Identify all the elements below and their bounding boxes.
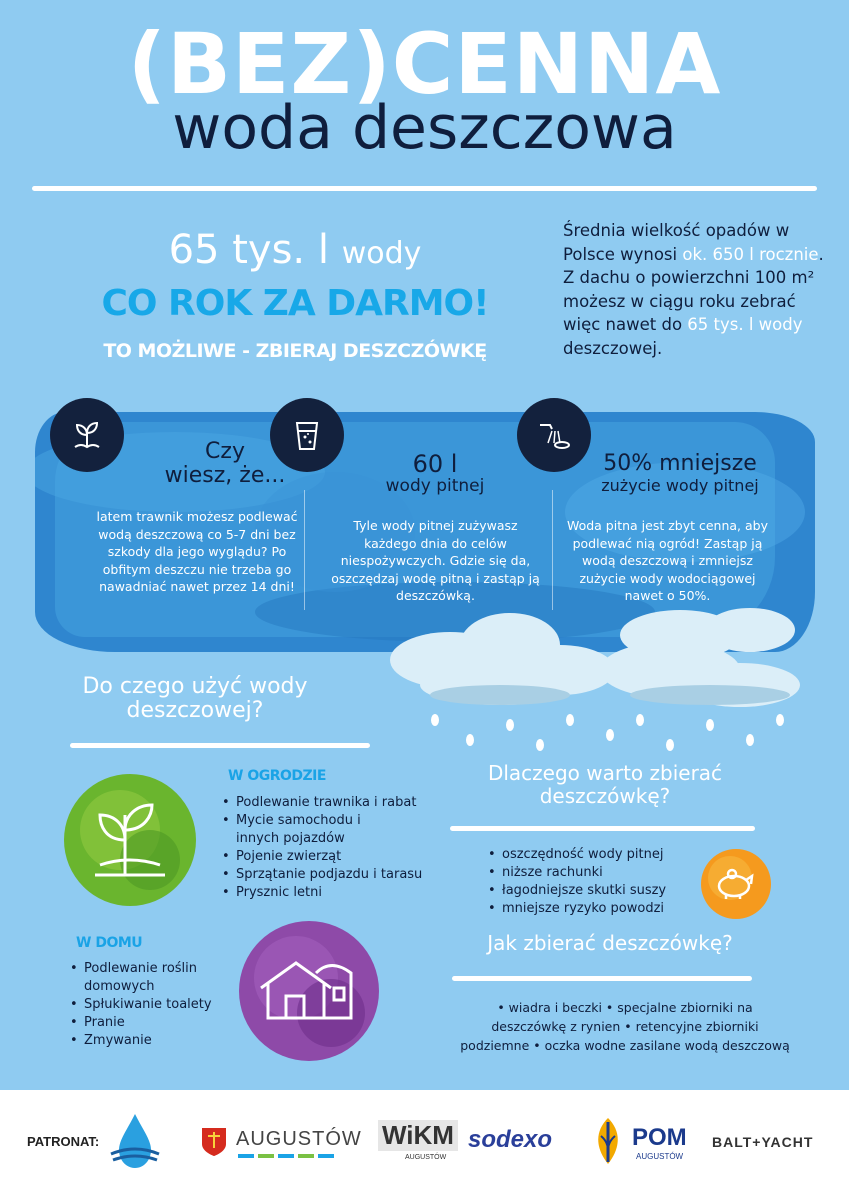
augustow-crest-icon (200, 1126, 228, 1158)
why-item: • mniejsze ryzyko powodzi (488, 900, 698, 918)
glass-icon (287, 415, 327, 455)
headline-small: wody (341, 236, 422, 271)
fact-divider-1 (304, 490, 305, 610)
home-circle (236, 918, 382, 1064)
home-item: • Spłukiwanie toalety (70, 996, 230, 1014)
garden-item: • Mycie samochodu i innych pojazdów (222, 812, 372, 848)
augustow-logo: AUGUSTÓW (236, 1128, 362, 1150)
stat-p3: deszczowej. (563, 338, 663, 358)
stat-highlight-2: 65 tys. l wody (687, 315, 803, 334)
plant-icon (67, 415, 107, 455)
fact-1-title1: Czy (205, 439, 245, 464)
title-main: (BEZ)CENNA (127, 15, 722, 113)
fact-2-text: Tyle wody pitnej zużywasz każdego dnia do celów niespożywczych. Gdzie się da, oszczędzaj wodę pitną i zastąp ją deszczówką. (331, 518, 540, 603)
fact-3-text: Woda pitna jest zbyt cenna, aby podlewać nią ogród! Zastąp ją wodą deszczową i zmniejsz zużycie wody wodociągowej nawet o 50%. (566, 518, 769, 603)
uses-divider (70, 743, 370, 748)
fact-3-title1: 50% mniejsze (603, 451, 757, 476)
sponsor-footer (0, 1090, 849, 1200)
garden-heading: W OGRODZIE (228, 768, 326, 784)
headline-amount (60, 228, 530, 272)
title-divider (32, 186, 817, 191)
how-divider (452, 976, 752, 981)
fact-2-title (330, 452, 540, 496)
home-list (70, 960, 230, 1050)
why-list (488, 846, 698, 918)
how-text: • wiadra i beczki • specjalne zbiorniki na deszczówkę z rynien • retencyjne zbiorniki podziemne • oczka wodne zasilane wodą deszczową (460, 1000, 790, 1053)
home-heading: W DOMU (76, 935, 143, 951)
how-question: Jak zbierać deszczówkę? (487, 931, 733, 955)
rain-clouds-illustration (380, 600, 820, 760)
wikm-sub: AUGUSTÓW (405, 1154, 447, 1161)
stat-p2: . Z dachu o powierzchni 100 m² możesz w ciągu roku zebrać więc nawet do (563, 244, 824, 334)
why-item: • oszczędność wody pitnej (488, 846, 698, 864)
fact-3-title2: zużycie wody pitnej (601, 476, 759, 495)
pom-wheat-logo (588, 1112, 628, 1170)
fact-2-title2: wody pitnej (385, 476, 485, 496)
sprinkler-icon (534, 415, 574, 455)
why-item: • łagodniejsze skutki suszy (488, 882, 698, 900)
garden-item: • Prysznic letni (222, 884, 432, 902)
fact-3-title (575, 452, 785, 496)
headline-free: CO ROK ZA DARMO! (101, 283, 489, 324)
baltyacht-logo: BALT+YACHT (712, 1134, 814, 1150)
headline-big: 65 tys. l (168, 227, 329, 273)
patronat-label: PATRONAT: (27, 1134, 100, 1149)
fact-divider-2 (552, 490, 553, 610)
fact-1-title (160, 440, 290, 488)
title-sub: woda deszczowa (172, 93, 677, 163)
garden-item: • Sprzątanie podjazdu i tarasu (222, 866, 432, 884)
savings-circle (698, 846, 774, 922)
garden-item: • Podlewanie trawnika i rabat (222, 794, 432, 812)
why-item: • niższe rachunki (488, 864, 698, 882)
augustow-stripe (238, 1154, 334, 1158)
home-item: • Pranie (70, 1014, 230, 1032)
water-drop-logo (105, 1110, 165, 1174)
sodexo-logo: sodexo (468, 1126, 553, 1153)
pom-sub: AUGUSTÓW (636, 1152, 684, 1161)
wikm-logo: WiKM (378, 1120, 458, 1151)
why-divider (450, 826, 755, 831)
home-item: • Zmywanie (70, 1032, 230, 1050)
stat-highlight-1: ok. 650 l rocznie (682, 244, 819, 264)
fact-1-title2: wiesz, że... (164, 463, 286, 488)
fact-1-text: latem trawnik możesz podlewać wodą deszczową co 5-7 dni bez szkody dla jego wyglądu? Po obfitym deszczu nie trzeba go nawadniać nawet przez 14 dni! (96, 509, 298, 594)
headline-sub: TO MOŻLIWE - ZBIERAJ DESZCZÓWKĘ (103, 340, 487, 362)
home-item: • Podlewanie roślin domowych (70, 960, 200, 996)
stat-paragraph (563, 219, 833, 360)
stat-p1: Średnia wielkość opadów w Polsce wynosi (563, 221, 790, 264)
why-question: Dlaczego warto zbierać deszczówkę? (487, 761, 723, 808)
fact-1-badge (50, 398, 124, 472)
garden-item: • Pojenie zwierząt (222, 848, 432, 866)
garden-circle (60, 770, 200, 910)
garden-list (222, 794, 432, 902)
fact-2-title1: 60 l (412, 450, 458, 478)
pom-logo: POM (632, 1124, 687, 1151)
uses-question: Do czego użyć wody deszczowej? (82, 674, 308, 723)
